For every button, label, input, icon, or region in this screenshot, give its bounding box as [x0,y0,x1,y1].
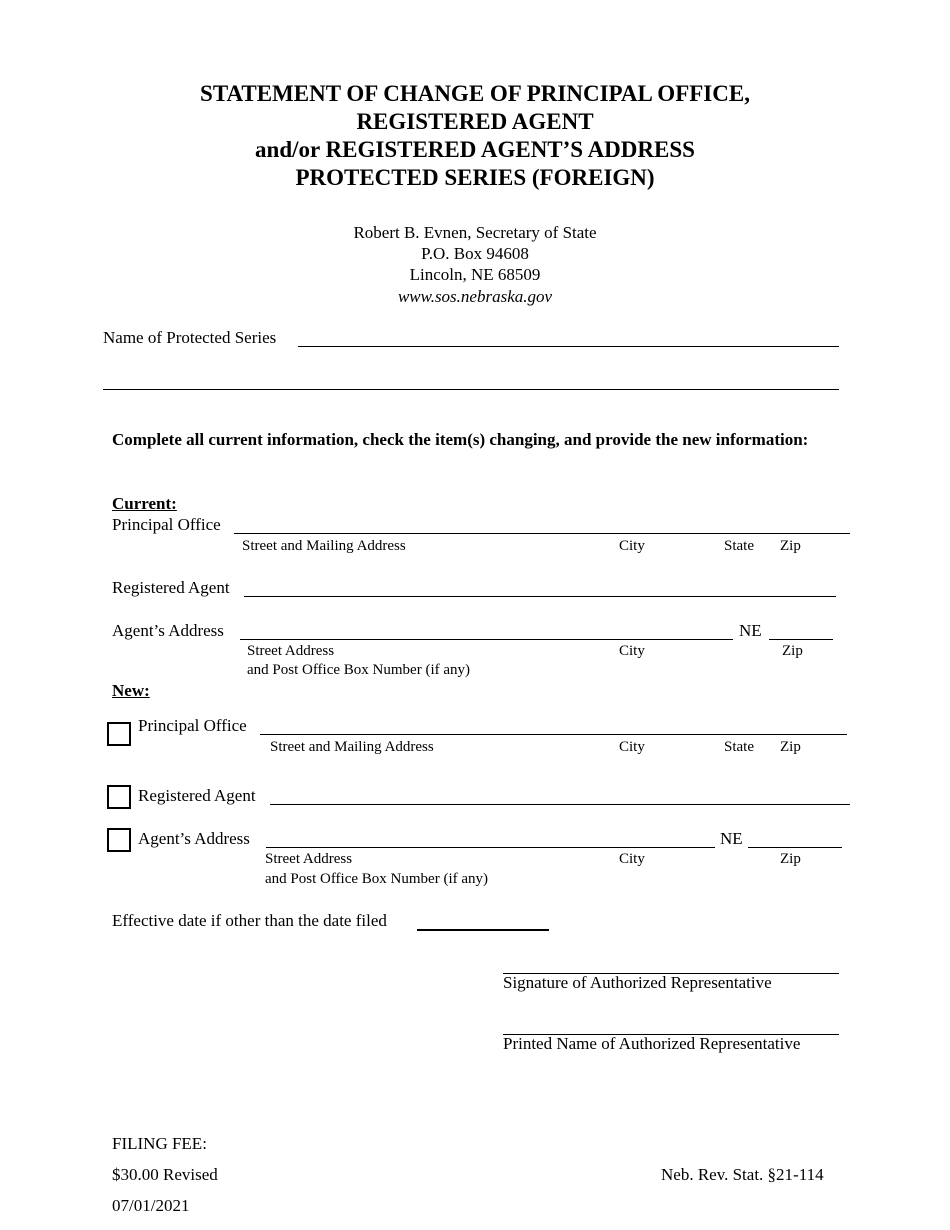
caption-street-mailing: Street and Mailing Address [270,739,434,755]
current-heading: Current: [112,494,177,513]
new-registered-agent-field[interactable] [270,804,850,805]
printed-name-caption: Printed Name of Authorized Representative [503,1034,801,1053]
caption-street-mailing: Street and Mailing Address [242,538,406,554]
current-registered-agent-label: Registered Agent [112,578,230,597]
office-po-box: P.O. Box 94608 [421,244,529,263]
new-heading: New: [112,681,150,700]
form-title-line-3: and/or REGISTERED AGENT’S ADDRESS [255,137,695,162]
caption-city: City [619,643,645,659]
form-title-line-1: STATEMENT OF CHANGE OF PRINCIPAL OFFICE, [200,81,750,106]
series-name-field[interactable] [298,346,839,347]
caption-city: City [619,739,645,755]
caption-state: State [724,538,754,554]
caption-city: City [619,538,645,554]
instructions: Complete all current information, check the item(s) changing, and provide the new information: [112,430,809,449]
filing-fee-amount: $30.00 Revised [112,1165,218,1184]
current-agent-zip-field[interactable] [769,639,833,640]
new-principal-office-label: Principal Office [138,716,247,735]
state-ne-label: NE [720,829,743,848]
statute-reference: Neb. Rev. Stat. §21-114 [661,1165,824,1184]
current-agents-address-label: Agent’s Address [112,621,224,640]
new-registered-agent-label: Registered Agent [138,786,256,805]
caption-street-address: Street Address [247,643,335,659]
caption-po-box: and Post Office Box Number (if any) [265,871,489,887]
caption-zip: Zip [780,739,801,755]
website-link[interactable]: www.sos.nebraska.gov [397,287,553,306]
current-agents-address-field[interactable] [240,639,733,640]
caption-zip: Zip [780,851,801,867]
new-agents-address-checkbox[interactable] [107,828,131,852]
caption-zip: Zip [782,643,803,659]
form-title-line-2: REGISTERED AGENT [356,109,594,134]
office-city: Lincoln, NE 68509 [409,265,541,284]
form-title-line-4: PROTECTED SERIES (FOREIGN) [295,165,655,190]
caption-city: City [619,851,645,867]
new-agent-zip-field[interactable] [748,847,842,848]
series-name-label: Name of Protected Series [103,328,277,347]
state-ne-label: NE [739,621,762,640]
current-principal-office-label: Principal Office [112,515,221,534]
new-agents-address-label: Agent’s Address [138,829,250,848]
current-principal-office-field[interactable] [234,533,850,534]
series-name-field-line-2[interactable] [103,389,839,390]
filing-fee-label: FILING FEE: [112,1134,207,1153]
new-registered-agent-checkbox[interactable] [107,785,131,809]
effective-date-label: Effective date if other than the date filed [112,911,387,930]
caption-street-address: Street Address [265,851,353,867]
caption-zip: Zip [780,538,801,554]
caption-po-box: and Post Office Box Number (if any) [247,662,471,678]
revision-date: 07/01/2021 [112,1196,190,1215]
office-name: Robert B. Evnen, Secretary of State [353,223,597,242]
effective-date-field[interactable] [417,929,549,931]
signature-caption: Signature of Authorized Representative [503,973,772,992]
new-principal-office-field[interactable] [260,734,847,735]
caption-state: State [724,739,754,755]
new-principal-office-checkbox[interactable] [107,722,131,746]
current-registered-agent-field[interactable] [244,596,836,597]
new-agents-address-field[interactable] [266,847,715,848]
